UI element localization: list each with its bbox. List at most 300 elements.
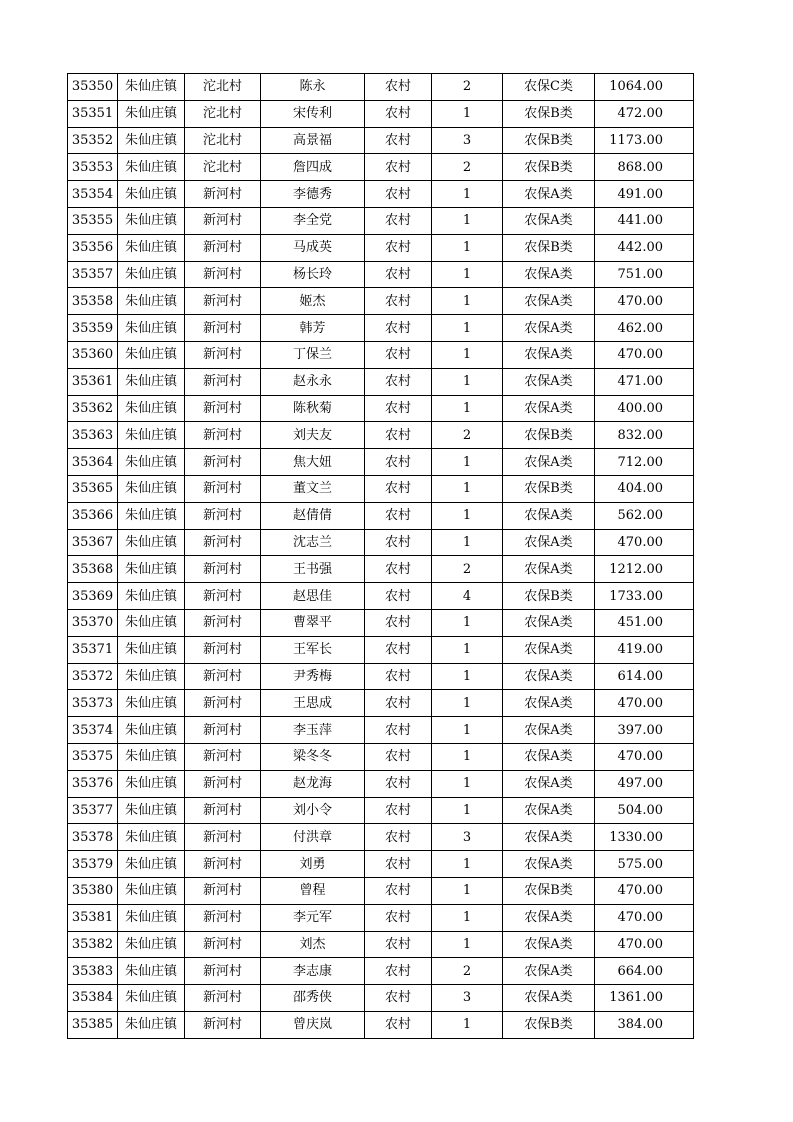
table-row bbox=[68, 234, 694, 261]
table-row bbox=[68, 851, 694, 878]
amount-cell: 664.00 bbox=[595, 958, 694, 985]
amount-cell: 1361.00 bbox=[595, 985, 694, 1012]
category-cell: 农保A类 bbox=[503, 663, 595, 690]
table-row bbox=[68, 502, 694, 529]
name-cell: 尹秀梅 bbox=[261, 663, 365, 690]
category-cell: 农保A类 bbox=[503, 958, 595, 985]
amount-cell: 472.00 bbox=[595, 100, 694, 127]
town-cell: 朱仙庄镇 bbox=[118, 234, 185, 261]
household-size-cell: 1 bbox=[432, 770, 503, 797]
category-cell: 农保A类 bbox=[503, 904, 595, 931]
table-row bbox=[68, 261, 694, 288]
name-cell: 宋传利 bbox=[261, 100, 365, 127]
amount-cell: 470.00 bbox=[595, 288, 694, 315]
name-cell: 沈志兰 bbox=[261, 529, 365, 556]
area-cell: 农村 bbox=[365, 797, 432, 824]
area-cell: 农村 bbox=[365, 985, 432, 1012]
table-row bbox=[68, 288, 694, 315]
category-cell: 农保A类 bbox=[503, 609, 595, 636]
row-number: 35370 bbox=[68, 609, 118, 636]
table-row bbox=[68, 181, 694, 208]
town-cell: 朱仙庄镇 bbox=[118, 958, 185, 985]
amount-cell: 868.00 bbox=[595, 154, 694, 181]
row-number: 35359 bbox=[68, 315, 118, 342]
row-number: 35383 bbox=[68, 958, 118, 985]
area-cell: 农村 bbox=[365, 288, 432, 315]
name-cell: 李德秀 bbox=[261, 181, 365, 208]
name-cell: 韩芳 bbox=[261, 315, 365, 342]
village-cell: 新河村 bbox=[185, 502, 261, 529]
village-cell: 新河村 bbox=[185, 931, 261, 958]
village-cell: 新河村 bbox=[185, 207, 261, 234]
town-cell: 朱仙庄镇 bbox=[118, 824, 185, 851]
village-cell: 新河村 bbox=[185, 234, 261, 261]
town-cell: 朱仙庄镇 bbox=[118, 502, 185, 529]
village-cell: 新河村 bbox=[185, 475, 261, 502]
name-cell: 焦大妞 bbox=[261, 449, 365, 476]
table-row bbox=[68, 797, 694, 824]
household-size-cell: 1 bbox=[432, 904, 503, 931]
name-cell: 刘勇 bbox=[261, 851, 365, 878]
household-size-cell: 2 bbox=[432, 958, 503, 985]
village-cell: 新河村 bbox=[185, 181, 261, 208]
name-cell: 马成英 bbox=[261, 234, 365, 261]
table-row bbox=[68, 368, 694, 395]
amount-cell: 1212.00 bbox=[595, 556, 694, 583]
amount-cell: 562.00 bbox=[595, 502, 694, 529]
town-cell: 朱仙庄镇 bbox=[118, 851, 185, 878]
row-number: 35363 bbox=[68, 422, 118, 449]
category-cell: 农保A类 bbox=[503, 931, 595, 958]
town-cell: 朱仙庄镇 bbox=[118, 288, 185, 315]
table-row bbox=[68, 154, 694, 181]
name-cell: 姬杰 bbox=[261, 288, 365, 315]
table-row bbox=[68, 770, 694, 797]
amount-cell: 751.00 bbox=[595, 261, 694, 288]
amount-cell: 1064.00 bbox=[595, 74, 694, 101]
row-number: 35377 bbox=[68, 797, 118, 824]
table-row bbox=[68, 717, 694, 744]
amount-cell: 470.00 bbox=[595, 904, 694, 931]
amount-cell: 471.00 bbox=[595, 368, 694, 395]
area-cell: 农村 bbox=[365, 931, 432, 958]
household-size-cell: 2 bbox=[432, 74, 503, 101]
village-cell: 新河村 bbox=[185, 315, 261, 342]
row-number: 35369 bbox=[68, 583, 118, 610]
row-number: 35368 bbox=[68, 556, 118, 583]
town-cell: 朱仙庄镇 bbox=[118, 663, 185, 690]
area-cell: 农村 bbox=[365, 877, 432, 904]
category-cell: 农保B类 bbox=[503, 422, 595, 449]
amount-cell: 712.00 bbox=[595, 449, 694, 476]
village-cell: 新河村 bbox=[185, 797, 261, 824]
household-size-cell: 1 bbox=[432, 797, 503, 824]
amount-cell: 470.00 bbox=[595, 529, 694, 556]
village-cell: 新河村 bbox=[185, 743, 261, 770]
village-cell: 新河村 bbox=[185, 261, 261, 288]
town-cell: 朱仙庄镇 bbox=[118, 315, 185, 342]
town-cell: 朱仙庄镇 bbox=[118, 609, 185, 636]
amount-cell: 470.00 bbox=[595, 341, 694, 368]
row-number: 35355 bbox=[68, 207, 118, 234]
name-cell: 赵思佳 bbox=[261, 583, 365, 610]
row-number: 35360 bbox=[68, 341, 118, 368]
name-cell: 赵龙海 bbox=[261, 770, 365, 797]
village-cell: 新河村 bbox=[185, 636, 261, 663]
household-size-cell: 1 bbox=[432, 288, 503, 315]
town-cell: 朱仙庄镇 bbox=[118, 368, 185, 395]
row-number: 35362 bbox=[68, 395, 118, 422]
name-cell: 曾庆岚 bbox=[261, 1011, 365, 1038]
name-cell: 刘小令 bbox=[261, 797, 365, 824]
town-cell: 朱仙庄镇 bbox=[118, 770, 185, 797]
category-cell: 农保A类 bbox=[503, 851, 595, 878]
table-row bbox=[68, 395, 694, 422]
area-cell: 农村 bbox=[365, 583, 432, 610]
category-cell: 农保A类 bbox=[503, 341, 595, 368]
row-number: 35385 bbox=[68, 1011, 118, 1038]
row-number: 35384 bbox=[68, 985, 118, 1012]
village-cell: 新河村 bbox=[185, 583, 261, 610]
table-row bbox=[68, 529, 694, 556]
area-cell: 农村 bbox=[365, 556, 432, 583]
category-cell: 农保A类 bbox=[503, 288, 595, 315]
household-size-cell: 1 bbox=[432, 609, 503, 636]
household-size-cell: 1 bbox=[432, 663, 503, 690]
amount-cell: 832.00 bbox=[595, 422, 694, 449]
household-size-cell: 1 bbox=[432, 636, 503, 663]
town-cell: 朱仙庄镇 bbox=[118, 931, 185, 958]
row-number: 35367 bbox=[68, 529, 118, 556]
amount-cell: 470.00 bbox=[595, 877, 694, 904]
village-cell: 沱北村 bbox=[185, 154, 261, 181]
table-row bbox=[68, 100, 694, 127]
category-cell: 农保A类 bbox=[503, 181, 595, 208]
row-number: 35366 bbox=[68, 502, 118, 529]
amount-cell: 504.00 bbox=[595, 797, 694, 824]
table-row bbox=[68, 636, 694, 663]
household-size-cell: 1 bbox=[432, 207, 503, 234]
town-cell: 朱仙庄镇 bbox=[118, 475, 185, 502]
village-cell: 新河村 bbox=[185, 663, 261, 690]
area-cell: 农村 bbox=[365, 851, 432, 878]
table-row bbox=[68, 449, 694, 476]
area-cell: 农村 bbox=[365, 449, 432, 476]
area-cell: 农村 bbox=[365, 743, 432, 770]
row-number: 35378 bbox=[68, 824, 118, 851]
household-size-cell: 1 bbox=[432, 877, 503, 904]
town-cell: 朱仙庄镇 bbox=[118, 341, 185, 368]
row-number: 35357 bbox=[68, 261, 118, 288]
row-number: 35358 bbox=[68, 288, 118, 315]
row-number: 35364 bbox=[68, 449, 118, 476]
name-cell: 李全党 bbox=[261, 207, 365, 234]
household-size-cell: 2 bbox=[432, 556, 503, 583]
name-cell: 刘杰 bbox=[261, 931, 365, 958]
row-number: 35365 bbox=[68, 475, 118, 502]
village-cell: 沱北村 bbox=[185, 127, 261, 154]
household-size-cell: 3 bbox=[432, 985, 503, 1012]
amount-cell: 462.00 bbox=[595, 315, 694, 342]
amount-cell: 384.00 bbox=[595, 1011, 694, 1038]
name-cell: 李元军 bbox=[261, 904, 365, 931]
village-cell: 新河村 bbox=[185, 851, 261, 878]
household-size-cell: 3 bbox=[432, 127, 503, 154]
village-cell: 新河村 bbox=[185, 288, 261, 315]
village-cell: 新河村 bbox=[185, 770, 261, 797]
row-number: 35376 bbox=[68, 770, 118, 797]
area-cell: 农村 bbox=[365, 824, 432, 851]
area-cell: 农村 bbox=[365, 154, 432, 181]
amount-cell: 497.00 bbox=[595, 770, 694, 797]
category-cell: 农保A类 bbox=[503, 449, 595, 476]
household-size-cell: 1 bbox=[432, 368, 503, 395]
row-number: 35356 bbox=[68, 234, 118, 261]
name-cell: 王书强 bbox=[261, 556, 365, 583]
amount-cell: 1733.00 bbox=[595, 583, 694, 610]
table-row bbox=[68, 127, 694, 154]
category-cell: 农保A类 bbox=[503, 985, 595, 1012]
area-cell: 农村 bbox=[365, 663, 432, 690]
area-cell: 农村 bbox=[365, 904, 432, 931]
name-cell: 董文兰 bbox=[261, 475, 365, 502]
household-size-cell: 1 bbox=[432, 851, 503, 878]
village-cell: 新河村 bbox=[185, 985, 261, 1012]
table-row bbox=[68, 74, 694, 101]
amount-cell: 470.00 bbox=[595, 690, 694, 717]
row-number: 35374 bbox=[68, 717, 118, 744]
village-cell: 新河村 bbox=[185, 449, 261, 476]
household-size-cell: 1 bbox=[432, 1011, 503, 1038]
household-size-cell: 1 bbox=[432, 931, 503, 958]
town-cell: 朱仙庄镇 bbox=[118, 127, 185, 154]
category-cell: 农保A类 bbox=[503, 690, 595, 717]
area-cell: 农村 bbox=[365, 690, 432, 717]
category-cell: 农保A类 bbox=[503, 770, 595, 797]
category-cell: 农保B类 bbox=[503, 127, 595, 154]
category-cell: 农保A类 bbox=[503, 395, 595, 422]
area-cell: 农村 bbox=[365, 368, 432, 395]
name-cell: 付洪章 bbox=[261, 824, 365, 851]
amount-cell: 1173.00 bbox=[595, 127, 694, 154]
village-cell: 沱北村 bbox=[185, 74, 261, 101]
row-number: 35354 bbox=[68, 181, 118, 208]
household-size-cell: 2 bbox=[432, 422, 503, 449]
category-cell: 农保B类 bbox=[503, 877, 595, 904]
row-number: 35372 bbox=[68, 663, 118, 690]
table-row bbox=[68, 583, 694, 610]
name-cell: 王军长 bbox=[261, 636, 365, 663]
table-row bbox=[68, 475, 694, 502]
area-cell: 农村 bbox=[365, 261, 432, 288]
town-cell: 朱仙庄镇 bbox=[118, 261, 185, 288]
table-row bbox=[68, 958, 694, 985]
village-cell: 新河村 bbox=[185, 690, 261, 717]
table-row bbox=[68, 609, 694, 636]
amount-cell: 397.00 bbox=[595, 717, 694, 744]
household-size-cell: 1 bbox=[432, 261, 503, 288]
name-cell: 詹四成 bbox=[261, 154, 365, 181]
household-size-cell: 4 bbox=[432, 583, 503, 610]
household-size-cell: 1 bbox=[432, 475, 503, 502]
amount-cell: 470.00 bbox=[595, 743, 694, 770]
household-size-cell: 1 bbox=[432, 100, 503, 127]
town-cell: 朱仙庄镇 bbox=[118, 904, 185, 931]
area-cell: 农村 bbox=[365, 207, 432, 234]
name-cell: 王思成 bbox=[261, 690, 365, 717]
category-cell: 农保B类 bbox=[503, 100, 595, 127]
category-cell: 农保A类 bbox=[503, 636, 595, 663]
name-cell: 赵倩倩 bbox=[261, 502, 365, 529]
area-cell: 农村 bbox=[365, 234, 432, 261]
name-cell: 梁冬冬 bbox=[261, 743, 365, 770]
amount-cell: 404.00 bbox=[595, 475, 694, 502]
town-cell: 朱仙庄镇 bbox=[118, 583, 185, 610]
household-size-cell: 3 bbox=[432, 824, 503, 851]
village-cell: 新河村 bbox=[185, 556, 261, 583]
amount-cell: 419.00 bbox=[595, 636, 694, 663]
category-cell: 农保A类 bbox=[503, 502, 595, 529]
area-cell: 农村 bbox=[365, 958, 432, 985]
table-row bbox=[68, 904, 694, 931]
area-cell: 农村 bbox=[365, 74, 432, 101]
table-row bbox=[68, 877, 694, 904]
village-cell: 新河村 bbox=[185, 368, 261, 395]
category-cell: 农保B类 bbox=[503, 583, 595, 610]
row-number: 35379 bbox=[68, 851, 118, 878]
village-cell: 新河村 bbox=[185, 341, 261, 368]
town-cell: 朱仙庄镇 bbox=[118, 395, 185, 422]
row-number: 35380 bbox=[68, 877, 118, 904]
amount-cell: 491.00 bbox=[595, 181, 694, 208]
town-cell: 朱仙庄镇 bbox=[118, 877, 185, 904]
row-number: 35361 bbox=[68, 368, 118, 395]
name-cell: 陈秋菊 bbox=[261, 395, 365, 422]
name-cell: 李玉萍 bbox=[261, 717, 365, 744]
town-cell: 朱仙庄镇 bbox=[118, 449, 185, 476]
village-cell: 新河村 bbox=[185, 422, 261, 449]
area-cell: 农村 bbox=[365, 315, 432, 342]
name-cell: 杨长玲 bbox=[261, 261, 365, 288]
household-size-cell: 1 bbox=[432, 690, 503, 717]
household-size-cell: 1 bbox=[432, 449, 503, 476]
village-cell: 新河村 bbox=[185, 529, 261, 556]
category-cell: 农保A类 bbox=[503, 824, 595, 851]
town-cell: 朱仙庄镇 bbox=[118, 100, 185, 127]
row-number: 35381 bbox=[68, 904, 118, 931]
table-row bbox=[68, 985, 694, 1012]
town-cell: 朱仙庄镇 bbox=[118, 154, 185, 181]
category-cell: 农保A类 bbox=[503, 315, 595, 342]
category-cell: 农保B类 bbox=[503, 234, 595, 261]
town-cell: 朱仙庄镇 bbox=[118, 207, 185, 234]
area-cell: 农村 bbox=[365, 770, 432, 797]
category-cell: 农保B类 bbox=[503, 1011, 595, 1038]
household-size-cell: 1 bbox=[432, 529, 503, 556]
name-cell: 陈永 bbox=[261, 74, 365, 101]
household-size-cell: 1 bbox=[432, 181, 503, 208]
town-cell: 朱仙庄镇 bbox=[118, 74, 185, 101]
village-cell: 沱北村 bbox=[185, 100, 261, 127]
amount-cell: 400.00 bbox=[595, 395, 694, 422]
amount-cell: 441.00 bbox=[595, 207, 694, 234]
household-size-cell: 1 bbox=[432, 315, 503, 342]
household-size-cell: 1 bbox=[432, 502, 503, 529]
area-cell: 农村 bbox=[365, 502, 432, 529]
name-cell: 李志康 bbox=[261, 958, 365, 985]
table-row bbox=[68, 1011, 694, 1038]
table-row bbox=[68, 663, 694, 690]
amount-cell: 451.00 bbox=[595, 609, 694, 636]
amount-cell: 442.00 bbox=[595, 234, 694, 261]
area-cell: 农村 bbox=[365, 341, 432, 368]
name-cell: 刘夫友 bbox=[261, 422, 365, 449]
name-cell: 丁保兰 bbox=[261, 341, 365, 368]
household-size-cell: 1 bbox=[432, 395, 503, 422]
household-size-cell: 2 bbox=[432, 154, 503, 181]
village-cell: 新河村 bbox=[185, 877, 261, 904]
town-cell: 朱仙庄镇 bbox=[118, 985, 185, 1012]
town-cell: 朱仙庄镇 bbox=[118, 636, 185, 663]
category-cell: 农保A类 bbox=[503, 743, 595, 770]
amount-cell: 614.00 bbox=[595, 663, 694, 690]
table-row bbox=[68, 315, 694, 342]
table-row bbox=[68, 690, 694, 717]
name-cell: 赵永永 bbox=[261, 368, 365, 395]
category-cell: 农保A类 bbox=[503, 797, 595, 824]
household-size-cell: 1 bbox=[432, 743, 503, 770]
area-cell: 农村 bbox=[365, 395, 432, 422]
table-row bbox=[68, 207, 694, 234]
village-cell: 新河村 bbox=[185, 609, 261, 636]
town-cell: 朱仙庄镇 bbox=[118, 529, 185, 556]
row-number: 35353 bbox=[68, 154, 118, 181]
area-cell: 农村 bbox=[365, 529, 432, 556]
table-row bbox=[68, 743, 694, 770]
row-number: 35382 bbox=[68, 931, 118, 958]
town-cell: 朱仙庄镇 bbox=[118, 717, 185, 744]
area-cell: 农村 bbox=[365, 181, 432, 208]
category-cell: 农保A类 bbox=[503, 556, 595, 583]
row-number: 35373 bbox=[68, 690, 118, 717]
village-cell: 新河村 bbox=[185, 958, 261, 985]
area-cell: 农村 bbox=[365, 422, 432, 449]
town-cell: 朱仙庄镇 bbox=[118, 422, 185, 449]
area-cell: 农村 bbox=[365, 1011, 432, 1038]
category-cell: 农保A类 bbox=[503, 261, 595, 288]
village-cell: 新河村 bbox=[185, 824, 261, 851]
area-cell: 农村 bbox=[365, 475, 432, 502]
area-cell: 农村 bbox=[365, 127, 432, 154]
roster-body bbox=[68, 74, 694, 1039]
village-cell: 新河村 bbox=[185, 717, 261, 744]
amount-cell: 575.00 bbox=[595, 851, 694, 878]
table-row bbox=[68, 931, 694, 958]
name-cell: 曾程 bbox=[261, 877, 365, 904]
category-cell: 农保B类 bbox=[503, 154, 595, 181]
row-number: 35352 bbox=[68, 127, 118, 154]
village-cell: 新河村 bbox=[185, 904, 261, 931]
town-cell: 朱仙庄镇 bbox=[118, 181, 185, 208]
table-row bbox=[68, 422, 694, 449]
row-number: 35371 bbox=[68, 636, 118, 663]
town-cell: 朱仙庄镇 bbox=[118, 690, 185, 717]
household-size-cell: 1 bbox=[432, 341, 503, 368]
row-number: 35351 bbox=[68, 100, 118, 127]
table-row bbox=[68, 556, 694, 583]
town-cell: 朱仙庄镇 bbox=[118, 797, 185, 824]
area-cell: 农村 bbox=[365, 100, 432, 127]
